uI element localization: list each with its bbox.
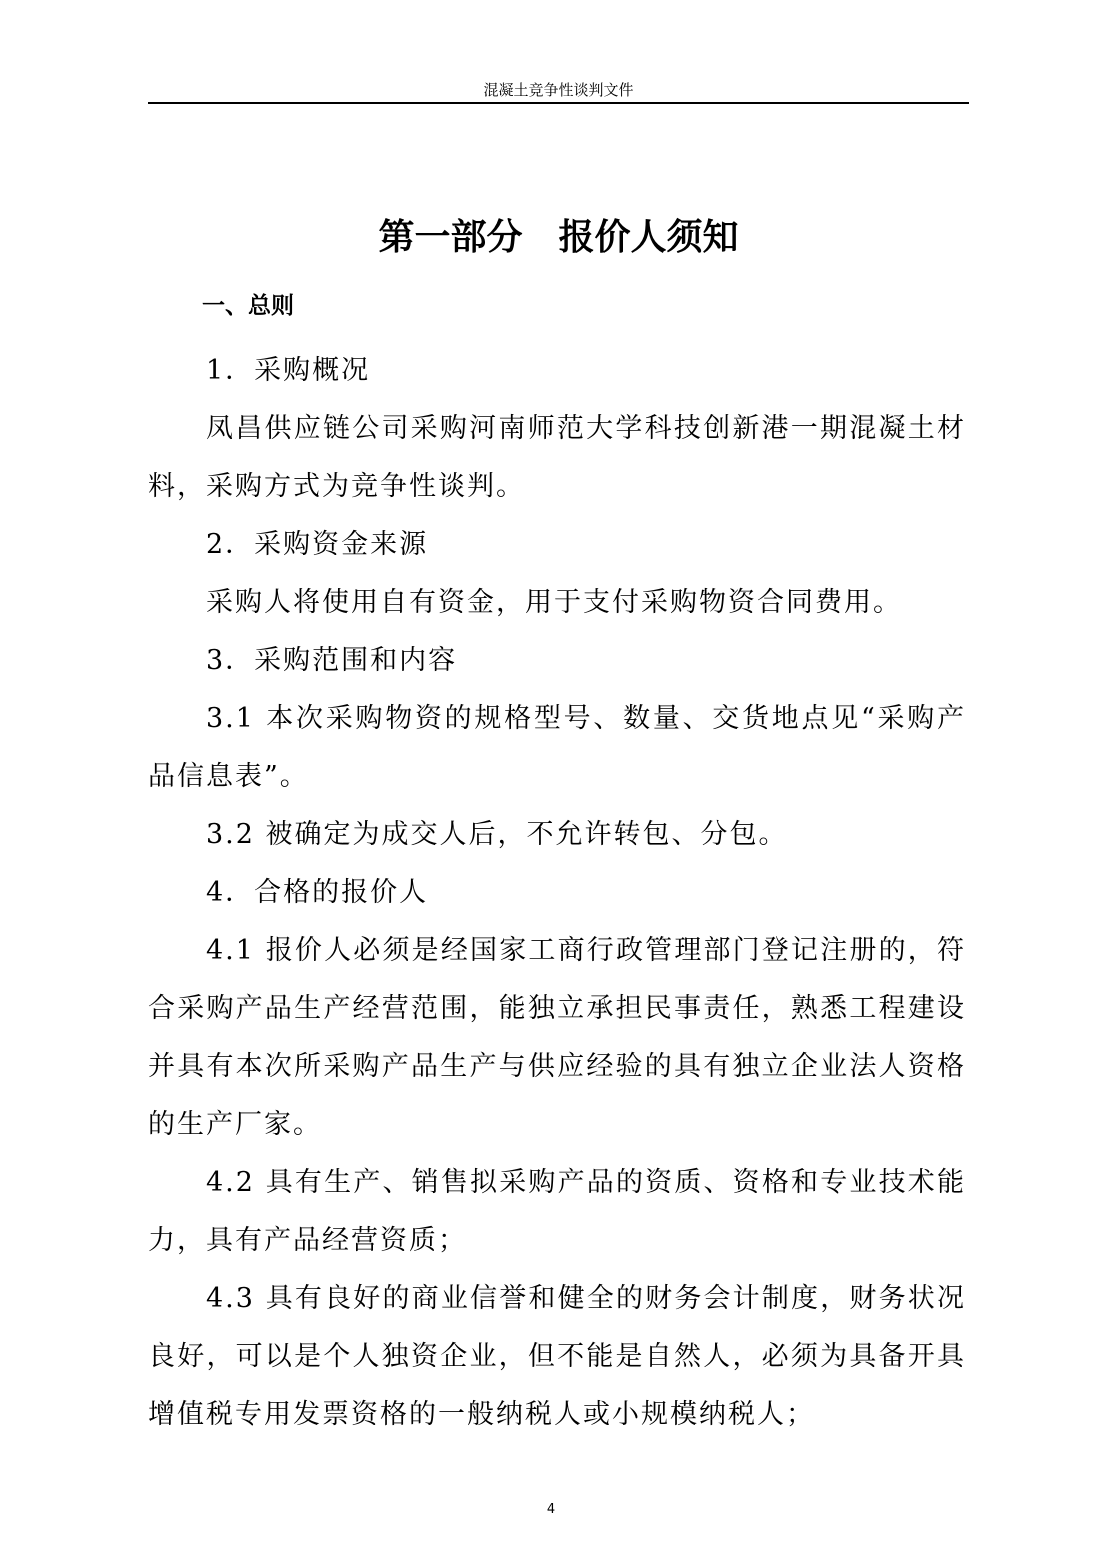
running-header-title: 混凝土竞争性谈判文件 — [483, 81, 634, 99]
document-body — [148, 288, 966, 1444]
paragraph-3-heading: 3．采购范围和内容 — [206, 645, 458, 676]
paragraph-4-3: 4.3 具有良好的商业信誉和健全的财务会计制度，财务状况良好，可以是个人独资企业，但不能是自然人，必须为具备开具增值税专用发票资格的一般纳税人或小规模纳税人； — [148, 1283, 966, 1430]
page-number: 4 — [546, 1502, 556, 1517]
paragraph-2-heading: 2．采购资金来源 — [206, 529, 429, 560]
paragraph-3-2: 3.2 被确定为成交人后，不允许转包、分包。 — [206, 819, 788, 850]
paragraph-4-heading: 4．合格的报价人 — [206, 877, 429, 908]
paragraph-procurement-overview: 凤昌供应链公司采购河南师范大学科技创新港一期混凝土材料，采购方式为竞争性谈判。 — [148, 413, 966, 502]
header-divider — [148, 102, 969, 104]
paragraph-funding-source: 采购人将使用自有资金，用于支付采购物资合同费用。 — [206, 587, 902, 618]
paragraph-3-1: 3.1 本次采购物资的规格型号、数量、交货地点见“采购产品信息表”。 — [148, 703, 966, 792]
paragraph-1-heading: 1．采购概况 — [206, 355, 371, 386]
page-title: 第一部分 报价人须知 — [378, 217, 739, 258]
section-heading: 一、总则 — [202, 293, 294, 319]
paragraph-4-1: 4.1 报价人必须是经国家工商行政管理部门登记注册的，符合采购产品生产经营范围，能独立承担民事责任，熟悉工程建设并具有本次所采购产品生产与供应经验的具有独立企业法人资格的生产厂家。 — [148, 935, 966, 1140]
paragraph-4-2: 4.2 具有生产、销售拟采购产品的资质、资格和专业技术能力，具有产品经营资质； — [148, 1167, 966, 1256]
